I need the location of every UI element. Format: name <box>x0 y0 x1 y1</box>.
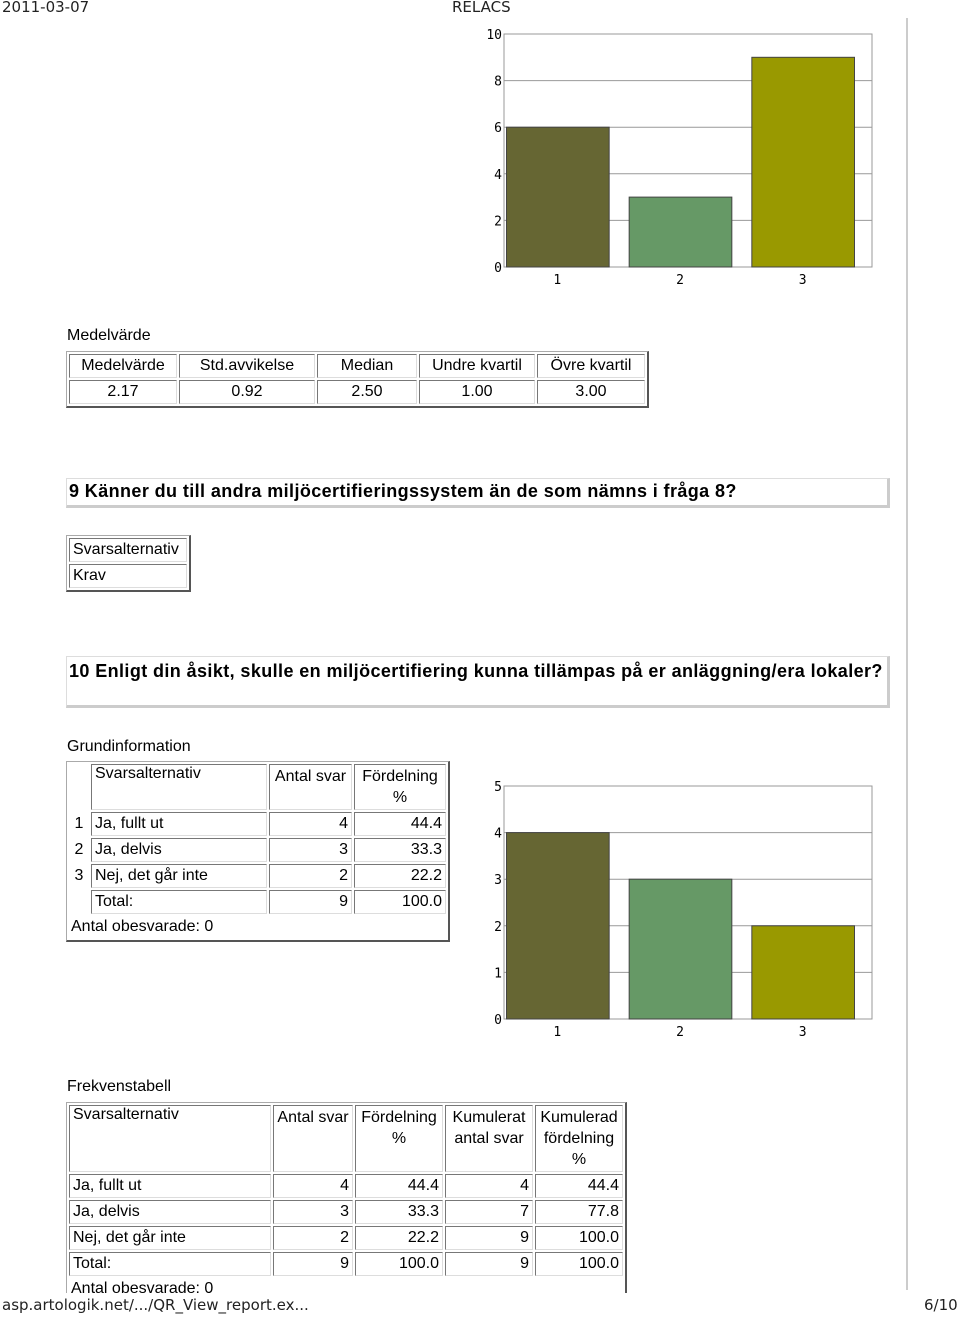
grund-header: Antal svar <box>269 764 352 810</box>
bar <box>507 127 610 267</box>
row-alternative: Ja, delvis <box>91 838 267 862</box>
row-cumulative-count: 9 <box>445 1226 533 1250</box>
row-alternative: Ja, fullt ut <box>69 1174 271 1198</box>
header-title: RELACS <box>452 0 511 16</box>
y-tick-label: 0 <box>494 261 502 276</box>
medel-header: Undre kvartil <box>419 354 535 378</box>
row-count: 4 <box>269 812 352 836</box>
row-alternative: Nej, det går inte <box>69 1226 271 1250</box>
row-alternative: Ja, delvis <box>69 1200 271 1224</box>
total-cumulative-count: 9 <box>445 1252 533 1276</box>
medel-header: Median <box>317 354 417 378</box>
row-percent: 33.3 <box>355 1200 443 1224</box>
y-tick-label: 2 <box>494 214 502 230</box>
row-count: 4 <box>273 1174 353 1198</box>
frekvens-header: Kumulerad fördelning % <box>535 1105 623 1172</box>
row-cumulative-count: 4 <box>445 1174 533 1198</box>
bar <box>629 879 732 1019</box>
row-cumulative-percent: 44.4 <box>535 1174 623 1198</box>
medel-value: 1.00 <box>419 380 535 404</box>
frekvens-table <box>66 1102 627 1297</box>
medel-header: Övre kvartil <box>537 354 645 378</box>
question-9-title: 9 Känner du till andra miljöcertifieringssystem än de som nämns i fråga 8? <box>66 478 890 508</box>
y-tick-label: 4 <box>494 826 502 842</box>
row-percent: 22.2 <box>355 1226 443 1250</box>
bar-chart-2 <box>488 774 880 1044</box>
question-10-title: 10 Enligt din åsikt, skulle en miljöcertifiering kunna tillämpas på er anläggning/era lokaler? <box>66 656 890 708</box>
row-percent: 44.4 <box>355 1174 443 1198</box>
table-row <box>69 812 446 836</box>
medel-value: 0.92 <box>179 380 315 404</box>
table-row <box>69 838 446 862</box>
row-count: 2 <box>269 864 352 888</box>
y-tick-label: 6 <box>494 121 502 137</box>
table-row <box>69 1226 623 1250</box>
total-count: 9 <box>269 890 352 914</box>
bar-chart-1 <box>488 22 880 292</box>
total-cumulative-percent: 100.0 <box>535 1252 623 1276</box>
medel-value: 2.50 <box>317 380 417 404</box>
footer-page: 6/10 <box>924 1296 958 1314</box>
header-date: 2011-03-07 <box>2 0 90 16</box>
q9-table <box>66 535 191 592</box>
medel-table <box>66 351 649 408</box>
row-percent: 33.3 <box>354 838 446 862</box>
row-cumulative-percent: 100.0 <box>535 1226 623 1250</box>
bar <box>752 926 855 1019</box>
frekvens-header: Antal svar <box>273 1105 353 1172</box>
frekvens-section-label: Frekvenstabell <box>67 1078 172 1095</box>
footer-url: asp.artologik.net/.../QR_View_report.ex... <box>2 1296 309 1314</box>
grund-table <box>66 761 450 942</box>
medel-value: 2.17 <box>69 380 177 404</box>
bar <box>507 833 610 1019</box>
bar <box>629 197 732 267</box>
total-row <box>69 890 446 914</box>
y-tick-label: 1 <box>494 966 502 982</box>
row-alternative: Nej, det går inte <box>91 864 267 888</box>
y-tick-label: 5 <box>494 780 502 795</box>
row-count: 2 <box>273 1226 353 1250</box>
frekvens-header: Svarsalternativ <box>69 1105 271 1172</box>
y-tick-label: 0 <box>494 1013 502 1028</box>
row-percent: 44.4 <box>354 812 446 836</box>
grund-header: Fördelning % <box>354 764 446 810</box>
total-count: 9 <box>273 1252 353 1276</box>
row-alternative: Ja, fullt ut <box>91 812 267 836</box>
row-cumulative-percent: 77.8 <box>535 1200 623 1224</box>
y-tick-label: 2 <box>494 919 502 935</box>
y-tick-label: 8 <box>494 74 502 90</box>
x-tick-label: 3 <box>798 1025 807 1040</box>
q9-answer: Krav <box>69 564 187 588</box>
total-percent: 100.0 <box>355 1252 443 1276</box>
medel-section-label: Medelvärde <box>67 327 151 344</box>
y-tick-label: 4 <box>494 167 502 183</box>
total-row <box>69 1252 623 1276</box>
row-index: 1 <box>74 815 84 832</box>
bar <box>752 57 855 267</box>
total-label: Total: <box>69 1252 271 1276</box>
table-row <box>69 1200 623 1224</box>
x-tick-label: 2 <box>676 273 684 288</box>
row-percent: 22.2 <box>354 864 446 888</box>
unanswered-count: Antal obesvarade: 0 <box>71 918 214 935</box>
grund-header: Svarsalternativ <box>91 764 267 810</box>
row-index: 3 <box>74 867 84 884</box>
x-tick-label: 3 <box>798 273 807 288</box>
x-tick-label: 1 <box>553 273 562 288</box>
table-row <box>69 864 446 888</box>
medel-header: Medelvärde <box>69 354 177 378</box>
page-edge <box>906 18 908 1290</box>
total-percent: 100.0 <box>354 890 446 914</box>
y-tick-label: 10 <box>486 28 502 43</box>
x-tick-label: 1 <box>553 1025 562 1040</box>
frekvens-header: Fördelning % <box>355 1105 443 1172</box>
medel-value: 3.00 <box>537 380 645 404</box>
medel-header: Std.avvikelse <box>179 354 315 378</box>
row-count: 3 <box>269 838 352 862</box>
row-count: 3 <box>273 1200 353 1224</box>
table-row <box>69 1174 623 1198</box>
q9-header: Svarsalternativ <box>69 538 187 562</box>
grund-section-label: Grundinformation <box>67 738 191 755</box>
total-label: Total: <box>91 890 267 914</box>
row-index: 2 <box>74 841 84 858</box>
unanswered-count: Antal obesvarade: 0 <box>71 1280 214 1297</box>
x-tick-label: 2 <box>676 1025 684 1040</box>
y-tick-label: 3 <box>494 873 502 889</box>
frekvens-header: Kumulerat antal svar <box>445 1105 533 1172</box>
row-cumulative-count: 7 <box>445 1200 533 1224</box>
